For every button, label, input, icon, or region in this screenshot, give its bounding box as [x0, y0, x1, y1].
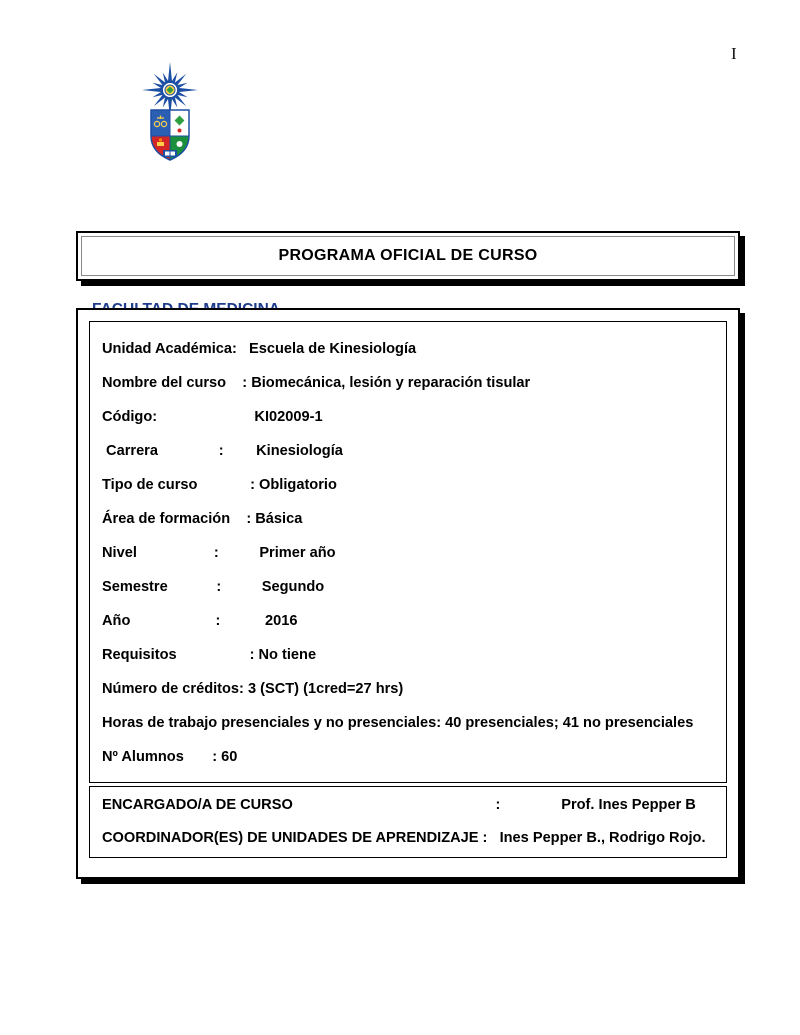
course-field-ano: Año : 2016 [102, 613, 298, 629]
document-title-box [76, 231, 740, 281]
staff-encargado-line: ENCARGADO/A DE CURSO : Prof. Ines Pepper B [102, 797, 696, 813]
course-field-requisitos: Requisitos : No tiene [102, 647, 317, 663]
course-program-box [76, 308, 740, 879]
course-field-nombre-del-curso: Nombre del curso : Biomecánica, lesión y reparación tisular [102, 375, 531, 391]
course-field-numero-de-creditos: Número de créditos: 3 (SCT) (1cred=27 hrs) [102, 681, 404, 697]
course-info-box [89, 321, 727, 783]
course-field-unidad-academica: Unidad Académica: Escuela de Kinesiología [102, 341, 417, 357]
course-field-carrera: Carrera : Kinesiología [102, 443, 343, 459]
course-field-tipo-de-curso: Tipo de curso : Obligatorio [102, 477, 337, 493]
course-field-nivel: Nivel : Primer año [102, 545, 336, 561]
universidad-de-chile-logo-icon [138, 60, 202, 172]
page-number: I [731, 44, 737, 63]
course-field-area-de-formacion: Área de formación : Básica [102, 511, 303, 527]
course-field-codigo: Código: KI02009-1 [102, 409, 323, 425]
course-staff-box [89, 786, 727, 858]
course-field-horas-de-trabajo: Horas de trabajo presenciales y no presenciales: 40 presenciales; 41 no presenciales [102, 715, 694, 731]
staff-coordinador-line: COORDINADOR(ES) DE UNIDADES DE APRENDIZAJE : Ines Pepper B., Rodrigo Rojo. [102, 830, 706, 846]
course-field-num-alumnos: Nº Alumnos : 60 [102, 749, 238, 765]
course-field-semestre: Semestre : Segundo [102, 579, 325, 595]
document-title: PROGRAMA OFICIAL DE CURSO [81, 236, 735, 276]
